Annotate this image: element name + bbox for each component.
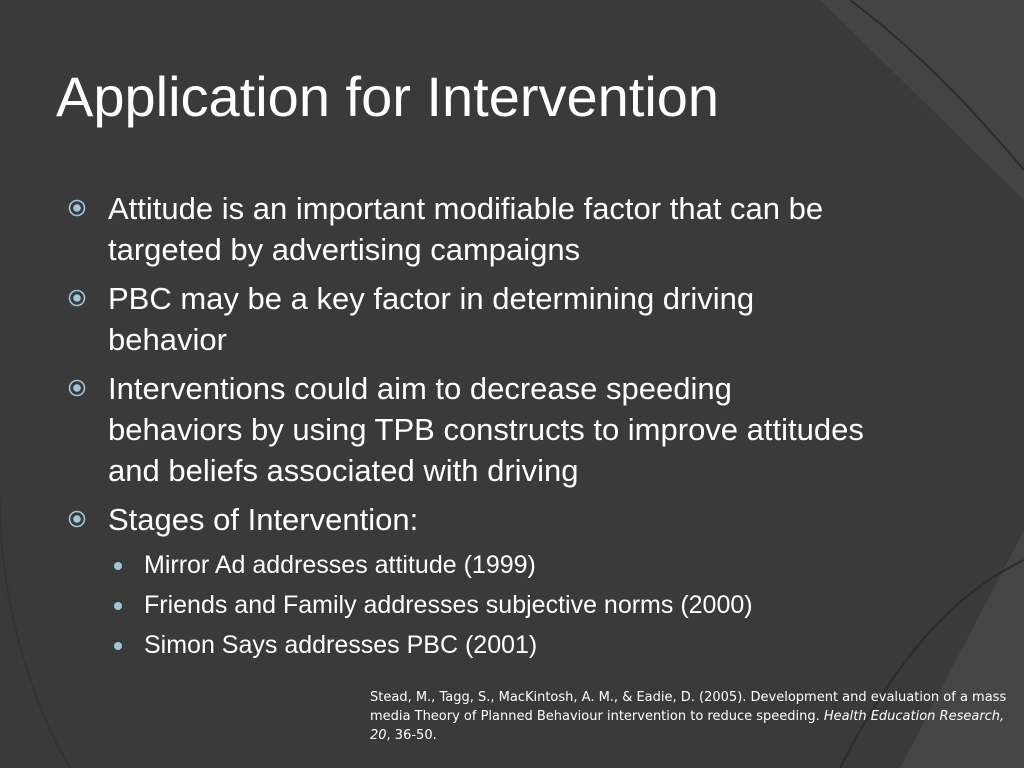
circled-dot-icon (68, 510, 86, 528)
slide-title: Application for Intervention (56, 65, 720, 128)
sub-bullet-item (66, 628, 866, 662)
citation-authors-title: Stead, M., Tagg, S., MacKintosh, A. M., & Eadie, D. (2005). Development and evaluation of a mass media Theory of Planned Behaviour intervention to reduce speeding. (370, 690, 1007, 724)
bullet-item (66, 499, 866, 540)
bullet-text: PBC may be a key factor in determining driving behavior (108, 281, 755, 357)
bullet-item (66, 368, 866, 491)
citation-journal: Health Education Research, 20 (370, 709, 1005, 743)
bullet-item (66, 188, 866, 270)
bullet-text: Interventions could aim to decrease speeding behaviors by using TPB constructs to improve attitudes and beliefs associated with driving (108, 371, 864, 488)
filled-circle-icon (114, 602, 122, 610)
bullet-text: Attitude is an important modifiable factor that can be targeted by advertising campaigns (108, 191, 824, 267)
filled-circle-icon (114, 562, 122, 570)
sub-bullet-text: Mirror Ad addresses attitude (1999) (144, 551, 536, 579)
filled-circle-icon (114, 642, 122, 650)
circled-dot-icon (68, 199, 86, 217)
citation (370, 688, 1016, 745)
circled-dot-icon (68, 289, 86, 307)
circled-dot-icon (68, 379, 86, 397)
sub-bullet-item (66, 548, 866, 582)
bullet-list (66, 188, 866, 668)
citation-pages: , 36-50. (386, 728, 437, 743)
sub-bullet-text: Simon Says addresses PBC (2001) (144, 631, 538, 659)
sub-bullet-text: Friends and Family addresses subjective norms (2000) (144, 591, 753, 619)
bullet-text: Stages of Intervention: (108, 502, 419, 537)
sub-bullet-item (66, 588, 866, 622)
bullet-item (66, 278, 866, 360)
